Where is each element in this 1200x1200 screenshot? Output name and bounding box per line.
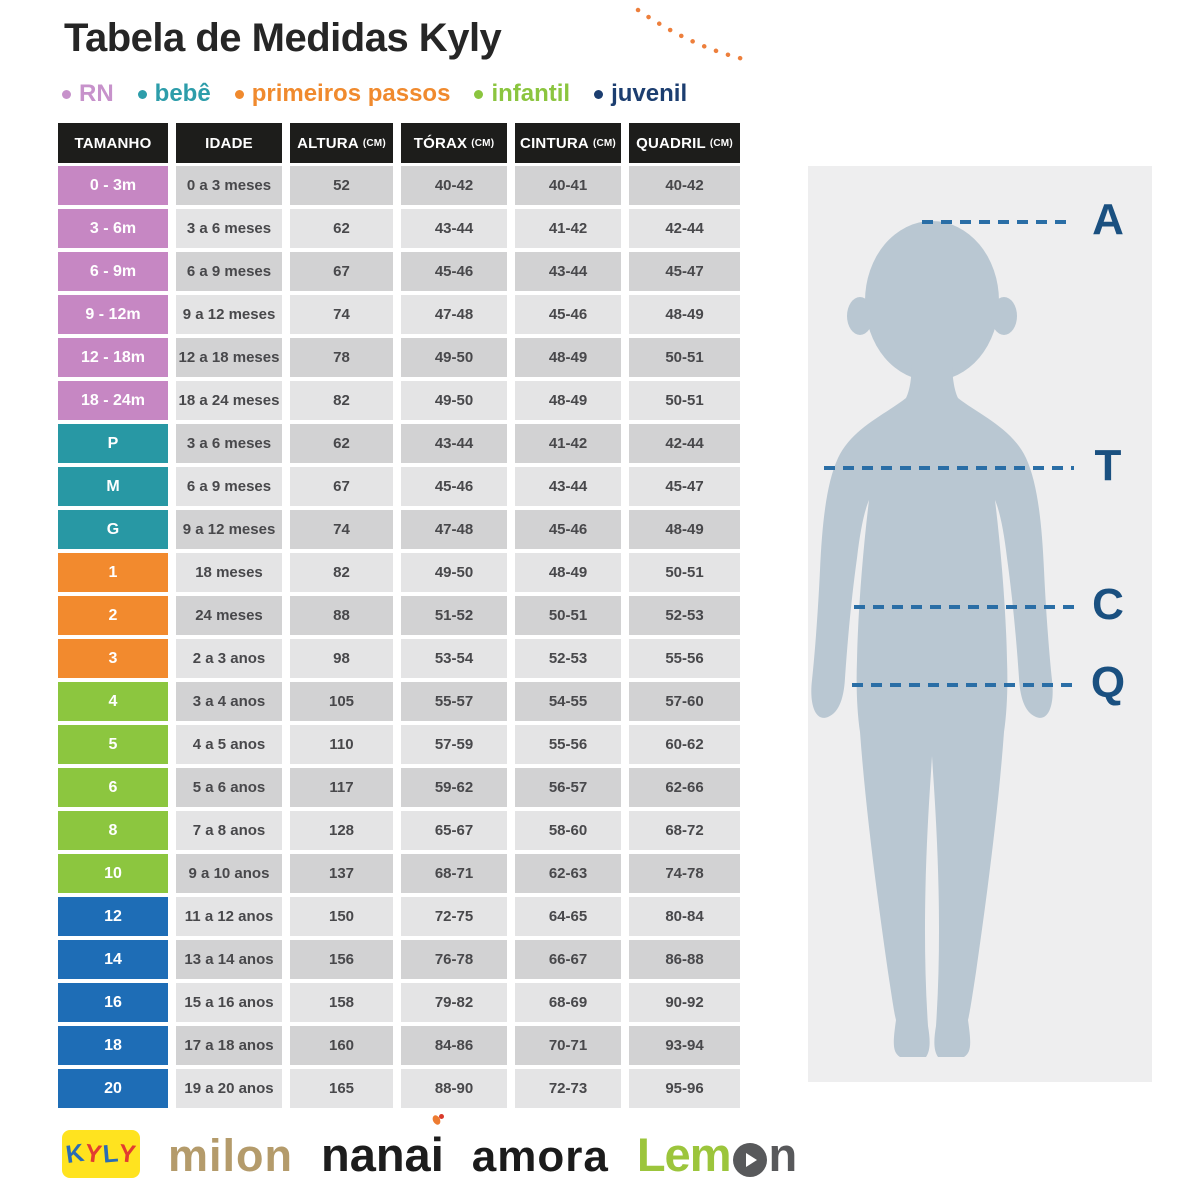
value-cell-quadril: 50-51 [629,338,740,377]
value-cell-idade: 9 a 12 meses [176,510,282,549]
value-cell-torax: 47-48 [401,510,507,549]
value-cell-altura: 117 [290,768,393,807]
value-cell-quadril: 42-44 [629,424,740,463]
kyly-letter: Y [117,1138,138,1169]
value-cell-idade: 24 meses [176,596,282,635]
column-header: CINTURA (CM) [515,123,621,163]
value-cell-torax: 72-75 [401,897,507,936]
value-cell-cintura: 48-49 [515,338,621,377]
value-cell-torax: 40-42 [401,166,507,205]
value-cell-altura: 82 [290,553,393,592]
column-header: IDADE [176,123,282,163]
legend-label: juvenil [611,80,688,107]
value-cell-idade: 13 a 14 anos [176,940,282,979]
legend-item-infantil [474,80,570,108]
kyly-letter: Y [83,1138,104,1169]
value-cell-idade: 18 meses [176,553,282,592]
brand-logo-strip [62,1128,797,1182]
column-header-unit: (CM) [709,137,733,149]
value-cell-cintura: 52-53 [515,639,621,678]
size-cell: 12 [58,897,168,936]
value-cell-quadril: 90-92 [629,983,740,1022]
value-cell-torax: 68-71 [401,854,507,893]
value-cell-cintura: 43-44 [515,467,621,506]
value-cell-altura: 74 [290,295,393,334]
size-cell: 18 - 24m [58,381,168,420]
kyly-letter: K [64,1138,86,1169]
value-cell-quadril: 48-49 [629,295,740,334]
value-cell-cintura: 45-46 [515,295,621,334]
legend-dot-icon [594,90,603,99]
value-cell-cintura: 58-60 [515,811,621,850]
value-cell-altura: 67 [290,252,393,291]
value-cell-altura: 158 [290,983,393,1022]
value-cell-altura: 74 [290,510,393,549]
value-cell-idade: 6 a 9 meses [176,252,282,291]
value-cell-quadril: 80-84 [629,897,740,936]
lemon-text: Lem [636,1128,731,1182]
value-cell-altura: 62 [290,209,393,248]
value-cell-quadril: 60-62 [629,725,740,764]
value-cell-cintura: 56-57 [515,768,621,807]
value-cell-altura: 62 [290,424,393,463]
nanai-sprout-icon [433,1114,443,1126]
value-cell-torax: 43-44 [401,424,507,463]
value-cell-cintura: 41-42 [515,209,621,248]
value-cell-cintura: 70-71 [515,1026,621,1065]
value-cell-quadril: 68-72 [629,811,740,850]
value-cell-altura: 98 [290,639,393,678]
column-header-unit: (CM) [471,137,495,149]
value-cell-altura: 52 [290,166,393,205]
column-header-unit: (CM) [592,137,616,149]
size-cell: 5 [58,725,168,764]
value-cell-quadril: 50-51 [629,553,740,592]
value-cell-cintura: 48-49 [515,381,621,420]
decorative-dotted-arc [618,2,754,68]
legend-item-juvenil [594,80,687,108]
size-cell: M [58,467,168,506]
lemon-o-play-icon [733,1143,767,1177]
value-cell-cintura: 50-51 [515,596,621,635]
measure-label-quadril: Q [1090,658,1126,707]
column-header: TAMANHO [58,123,168,163]
column-header-unit: (CM) [362,137,386,149]
value-cell-idade: 12 a 18 meses [176,338,282,377]
value-cell-torax: 45-46 [401,252,507,291]
value-cell-quadril: 42-44 [629,209,740,248]
value-cell-idade: 18 a 24 meses [176,381,282,420]
kyly-logo [62,1130,140,1178]
value-cell-altura: 78 [290,338,393,377]
value-cell-cintura: 55-56 [515,725,621,764]
value-cell-cintura: 54-55 [515,682,621,721]
value-cell-idade: 5 a 6 anos [176,768,282,807]
value-cell-torax: 76-78 [401,940,507,979]
lemon-logo [636,1128,797,1182]
value-cell-torax: 45-46 [401,467,507,506]
legend-label: RN [79,80,114,107]
value-cell-altura: 150 [290,897,393,936]
nanai-text: nana [321,1128,431,1182]
value-cell-cintura: 45-46 [515,510,621,549]
size-cell: 6 [58,768,168,807]
size-cell: 3 - 6m [58,209,168,248]
value-cell-torax: 49-50 [401,381,507,420]
size-cell: 16 [58,983,168,1022]
value-cell-quadril: 45-47 [629,252,740,291]
value-cell-cintura: 66-67 [515,940,621,979]
value-cell-quadril: 57-60 [629,682,740,721]
nanai-text: i [431,1128,444,1181]
size-cell: 18 [58,1026,168,1065]
value-cell-torax: 57-59 [401,725,507,764]
value-cell-altura: 110 [290,725,393,764]
value-cell-torax: 49-50 [401,553,507,592]
value-cell-cintura: 43-44 [515,252,621,291]
value-cell-altura: 137 [290,854,393,893]
size-table [58,123,740,1108]
silhouette-head [865,221,999,381]
amora-logo: amora [471,1132,609,1182]
size-cell: 10 [58,854,168,893]
value-cell-idade: 6 a 9 meses [176,467,282,506]
measure-label-torax: T [1094,441,1122,490]
value-cell-idade: 7 a 8 anos [176,811,282,850]
value-cell-idade: 0 a 3 meses [176,166,282,205]
milon-logo: milon [168,1130,293,1182]
value-cell-cintura: 62-63 [515,854,621,893]
value-cell-cintura: 48-49 [515,553,621,592]
value-cell-torax: 47-48 [401,295,507,334]
value-cell-altura: 128 [290,811,393,850]
size-cell: P [58,424,168,463]
measure-label-cintura: C [1092,580,1124,629]
value-cell-cintura: 41-42 [515,424,621,463]
value-cell-torax: 59-62 [401,768,507,807]
value-cell-torax: 65-67 [401,811,507,850]
legend [62,80,687,108]
value-cell-quadril: 86-88 [629,940,740,979]
measure-label-altura: A [1092,195,1124,244]
value-cell-idade: 4 a 5 anos [176,725,282,764]
value-cell-torax: 53-54 [401,639,507,678]
lemon-text: n [768,1128,797,1182]
silhouette-body [811,358,1052,1057]
page-title: Tabela de Medidas Kyly [64,16,502,60]
value-cell-altura: 165 [290,1069,393,1108]
legend-dot-icon [474,90,483,99]
value-cell-quadril: 95-96 [629,1069,740,1108]
value-cell-quadril: 62-66 [629,768,740,807]
size-cell: 4 [58,682,168,721]
value-cell-altura: 67 [290,467,393,506]
kyly-letter: L [101,1138,120,1169]
value-cell-altura: 160 [290,1026,393,1065]
value-cell-torax: 88-90 [401,1069,507,1108]
size-cell: 6 - 9m [58,252,168,291]
legend-label: bebê [154,80,211,107]
value-cell-altura: 88 [290,596,393,635]
legend-item-rn [62,80,114,108]
value-cell-idade: 17 a 18 anos [176,1026,282,1065]
value-cell-quadril: 93-94 [629,1026,740,1065]
size-cell: 1 [58,553,168,592]
legend-item-bebe [138,80,211,108]
value-cell-torax: 55-57 [401,682,507,721]
nanai-logo [321,1128,444,1182]
size-cell: 14 [58,940,168,979]
column-header: QUADRIL (CM) [629,123,740,163]
value-cell-cintura: 72-73 [515,1069,621,1108]
value-cell-cintura: 64-65 [515,897,621,936]
column-header: TÓRAX (CM) [401,123,507,163]
legend-item-primeiros-passos [235,80,451,108]
value-cell-idade: 9 a 12 meses [176,295,282,334]
value-cell-idade: 11 a 12 anos [176,897,282,936]
value-cell-quadril: 74-78 [629,854,740,893]
value-cell-quadril: 55-56 [629,639,740,678]
value-cell-cintura: 40-41 [515,166,621,205]
value-cell-idade: 3 a 4 anos [176,682,282,721]
legend-dot-icon [138,90,147,99]
value-cell-idade: 9 a 10 anos [176,854,282,893]
value-cell-quadril: 48-49 [629,510,740,549]
size-cell: 3 [58,639,168,678]
value-cell-quadril: 52-53 [629,596,740,635]
value-cell-torax: 43-44 [401,209,507,248]
size-cell: 0 - 3m [58,166,168,205]
legend-label: primeiros passos [251,80,451,107]
value-cell-quadril: 40-42 [629,166,740,205]
value-cell-altura: 82 [290,381,393,420]
value-cell-idade: 15 a 16 anos [176,983,282,1022]
silhouette-right-ear [991,297,1017,335]
value-cell-altura: 105 [290,682,393,721]
value-cell-altura: 156 [290,940,393,979]
value-cell-idade: 3 a 6 meses [176,424,282,463]
value-cell-cintura: 68-69 [515,983,621,1022]
size-cell: 20 [58,1069,168,1108]
value-cell-idade: 19 a 20 anos [176,1069,282,1108]
legend-dot-icon [235,90,244,99]
value-cell-quadril: 45-47 [629,467,740,506]
size-cell: G [58,510,168,549]
size-cell: 8 [58,811,168,850]
figure-panel [808,166,1152,1082]
column-header: ALTURA (CM) [290,123,393,163]
value-cell-idade: 3 a 6 meses [176,209,282,248]
value-cell-idade: 2 a 3 anos [176,639,282,678]
value-cell-torax: 84-86 [401,1026,507,1065]
silhouette-left-ear [847,297,873,335]
value-cell-quadril: 50-51 [629,381,740,420]
size-cell: 12 - 18m [58,338,168,377]
value-cell-torax: 79-82 [401,983,507,1022]
legend-label: infantil [491,80,571,107]
size-cell: 2 [58,596,168,635]
size-cell: 9 - 12m [58,295,168,334]
legend-dot-icon [62,90,71,99]
value-cell-torax: 49-50 [401,338,507,377]
value-cell-torax: 51-52 [401,596,507,635]
